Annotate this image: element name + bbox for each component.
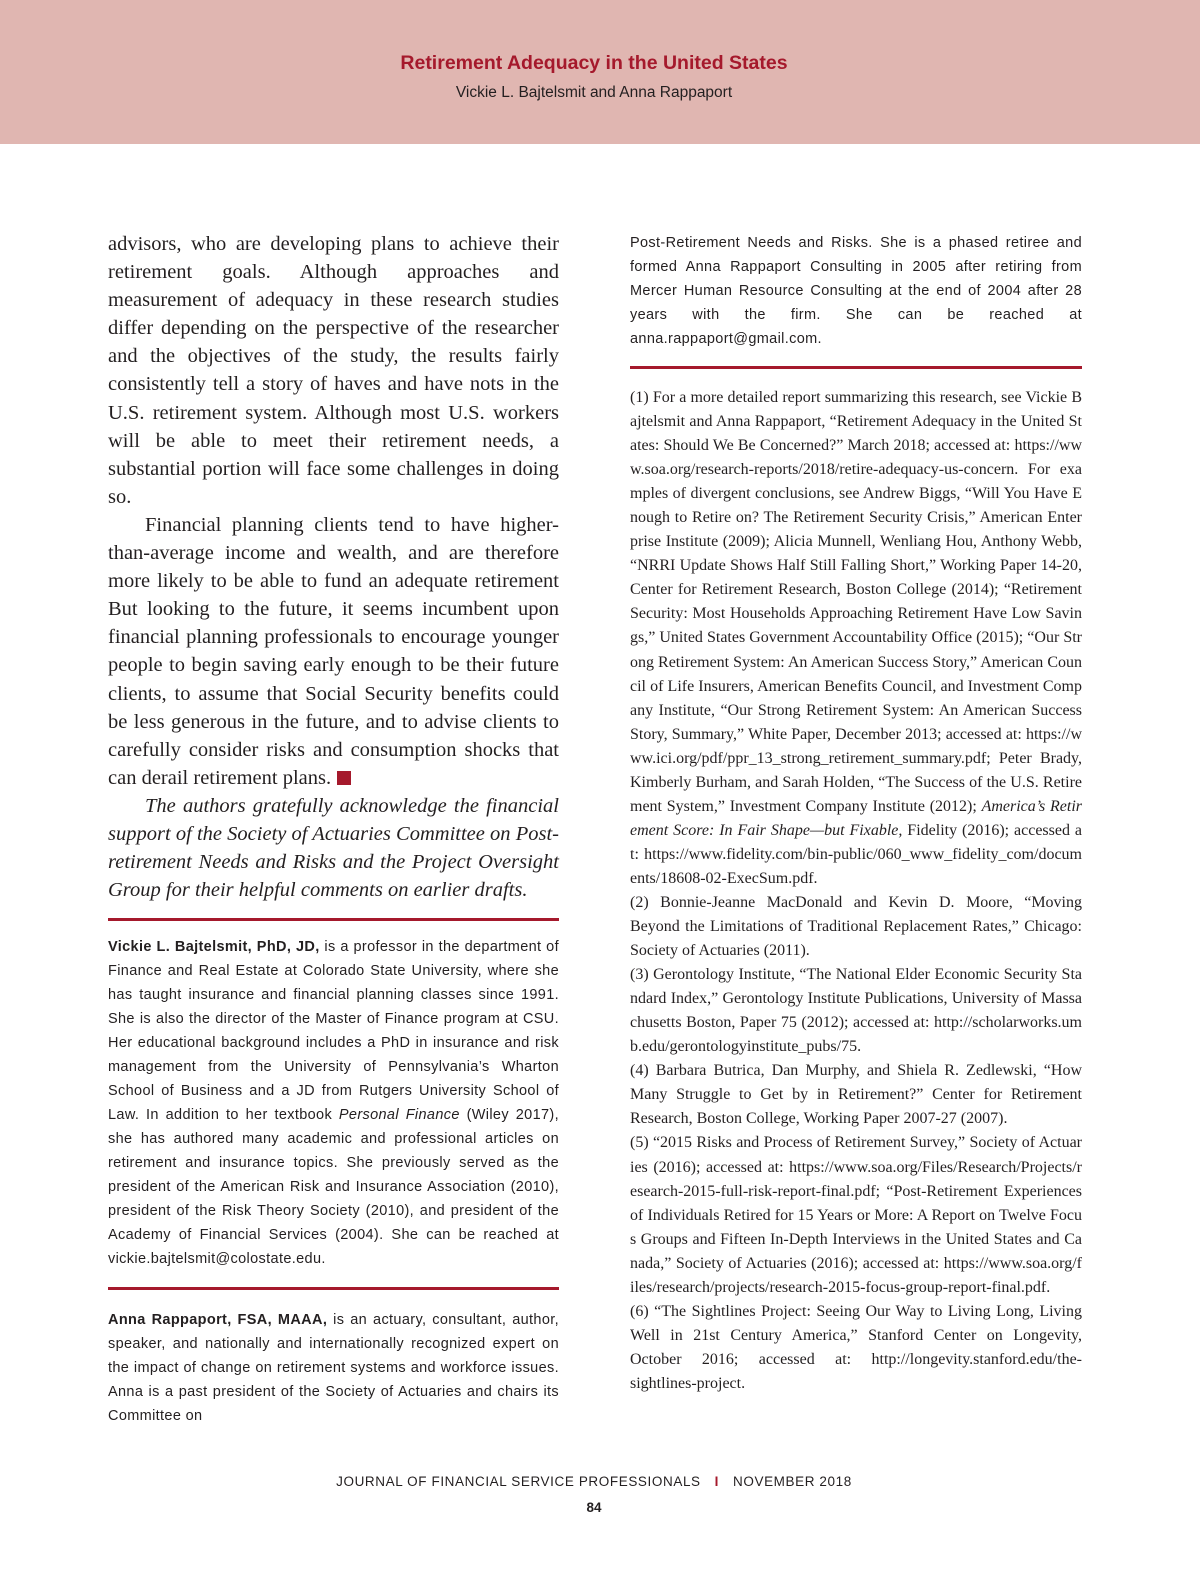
page-number: 84: [586, 1500, 602, 1515]
body-paragraph-1: advisors, who are developing plans to achieve their retirement goals. Although approaches and measurement of adequacy in these research studies differ depending on the perspective of the researcher and the objectives of the study, the results fairly consistently tell a story of haves and have nots in the U.S. retirement system. Although most U.S. workers will be able to meet their retirement needs, a substantial portion will face some challenges in doing so.: [108, 233, 559, 508]
endnote-1: [630, 386, 1082, 891]
endnote-3: (3) Gerontology Institute, “The National Elder Economic Security Standard Index,” Gerontology Institute Publications, University of Massachusetts Boston, Paper 75 (2012); accessed at: http://scholarworks.umb.edu/gerontologyinstitute_pubs/75.: [630, 966, 1082, 1056]
acknowledgment: The authors gratefully acknowledge the financial support of the Society of Actuaries Committee on Post-retirement Needs and Risks and the Project Oversight Group for their helpful comments on earlier drafts.: [108, 794, 559, 902]
book-title: Personal Finance: [338, 1107, 460, 1124]
author-bio-bajtelsmit: [108, 935, 559, 1271]
journal-name: JOURNAL OF FINANCIAL SERVICE PROFESSIONALS: [336, 1474, 701, 1489]
body-paragraph-2: [108, 511, 559, 792]
endnote-4: (4) Barbara Butrica, Dan Murphy, and Shiela R. Zedlewski, “How Many Struggle to Get by in Retirement?” Center for Retirement Research, Boston College, Working Paper 2007-27 (2007).: [630, 1062, 1082, 1128]
report-title: America’s Retirement Score: In Fair Shape—but Fixable,: [630, 797, 1082, 839]
body-text: [108, 230, 559, 792]
divider: [630, 366, 1082, 369]
divider: [108, 1287, 559, 1290]
endnote-text: Fidelity (2016); accessed at: https://www.fidelity.com/bin-public/060_www_fidelity_com/documents/18608-02-ExecSum.pdf.: [630, 821, 1082, 887]
endnotes: [630, 386, 1082, 1396]
footer-separator: I: [714, 1474, 720, 1489]
endnote-2: (2) Bonnie-Jeanne MacDonald and Kevin D. Moore, “Moving Beyond the Limitations of Traditional Replacement Rates,” Chicago: Society of Actuaries (2011).: [630, 893, 1082, 960]
endnote-text: (1) For a more detailed report summarizing this research, see Vickie Bajtelsmit and Anna Rappaport, “Retirement Adequacy in the United States: Should We Be Concerned?” March 2018; accessed at: https://www.soa.org/research-reports/2018/retire-adequacy-us-concern. For examples of divergent conclusions, see Andrew Biggs, “Will You Have Enough to Retire on? The Retirement Security Crisis,” American Enterprise Institute (2009); Alicia Munnell, Wenliang Hou, Anthony Webb, “NRRI Update Shows Half Still Falling Short,” Working Paper 14-20, Center for Retirement Research, Boston College (2014); “Retirement Security: Most Households Approaching Retirement Have Low Savings,” United States Government Accountability Office (2015); “Our Strong Retirement System: An American Success Story,” American Council of Life Insurers, American Benefits Council, and Investment Company Institute, “Our Strong Retirement System: An American Success Story, Summary,” White Paper, December 2013; accessed at: https://www.ici.org/pdf/ppr_13_strong_retirement_summary.pdf; Peter Brady, Kimberly Burham, and Sarah Holden, “The Success of the U.S. Retirement System,” Investment Company Institute (2012);: [630, 389, 1082, 815]
author-bio-rappaport: [108, 1308, 559, 1428]
endnote-5: (5) “2015 Risks and Process of Retirement Survey,” Society of Actuaries (2016); accessed at: https://www.soa.org/Files/Research/Projects/research-2015-full-risk-report-final.pdf; “Post-Retirement Experiences of Individuals Retired for 15 Years or More: A Report on Twelve Focus Groups and Fifteen In-Depth Interviews in the United States and Canada,” Society of Actuaries (2016); accessed at: https://www.soa.org/files/research/projects/research-2015-focus-group-report-final.pdf.: [630, 1134, 1082, 1296]
author-bio-rappaport-continued: Post-Retirement Needs and Risks. She is a phased retiree and formed Anna Rappaport Consulting in 2005 after retiring from Mercer Human Resource Consulting at the end of 2004 after 28 years with the firm. She can be reached at anna.rappaport@gmail.com.: [630, 235, 1082, 347]
header-band: [0, 0, 1200, 144]
issue-date: NOVEMBER 2018: [733, 1474, 852, 1489]
bio-text: is a professor in the department of Finance and Real Estate at Colorado State University, where she has taught insurance and financial planning classes since 1991. She is also the director of the Master of Finance program at CSU. Her educational background includes a PhD in insurance and risk management from the University of Pennsylvania’s Wharton School of Business and a JD from Rutgers University School of Law. In addition to her textbook: [108, 939, 559, 1124]
end-of-article-mark: [337, 771, 351, 785]
endnote-6: (6) “The Sightlines Project: Seeing Our Way to Living Long, Living Well in 21st Century America,” Stanford Center on Longevity, October 2016; accessed at: http://longevity.stanford.edu/the-sightlines-project.: [630, 1302, 1082, 1392]
article-title: Retirement Adequacy in the United States: [400, 52, 788, 74]
divider: [108, 918, 559, 921]
footer: [0, 1474, 1188, 1489]
right-column: [630, 231, 1082, 1396]
left-column: [108, 230, 559, 1428]
body-paragraph-2-text: Financial planning clients tend to have higher-than-average income and wealth, and are therefore more likely to be able to fund an adequate retirement But looking to the future, it seems incumbent upon financial planning professionals to encourage younger people to begin saving early enough to be their future clients, to assume that Social Security benefits could be less generous in the future, and to advise clients to carefully consider risks and consumption shocks that can derail retirement plans.: [108, 513, 559, 789]
bio-name: Anna Rappaport, FSA, MAAA,: [108, 1312, 328, 1329]
bio-text: (Wiley 2017), she has authored many academic and professional articles on retirement and insurance topics. She previously served as the president of the American Risk and Insurance Association (2010), president of the Risk Theory Society (2010), and president of the Academy of Financial Services (2004). She can be reached at vickie.bajtelsmit@colostate.edu.: [108, 1107, 559, 1268]
bio-name: Vickie L. Bajtelsmit, PhD, JD,: [108, 939, 320, 956]
article-authors: Vickie L. Bajtelsmit and Anna Rappaport: [455, 84, 733, 101]
bio-text: is an actuary, consultant, author, speaker, and nationally and internationally recognized expert on the impact of change on retirement systems and workforce issues. Anna is a past president of the Society of Actuaries and chairs its Committee on: [108, 1312, 559, 1425]
